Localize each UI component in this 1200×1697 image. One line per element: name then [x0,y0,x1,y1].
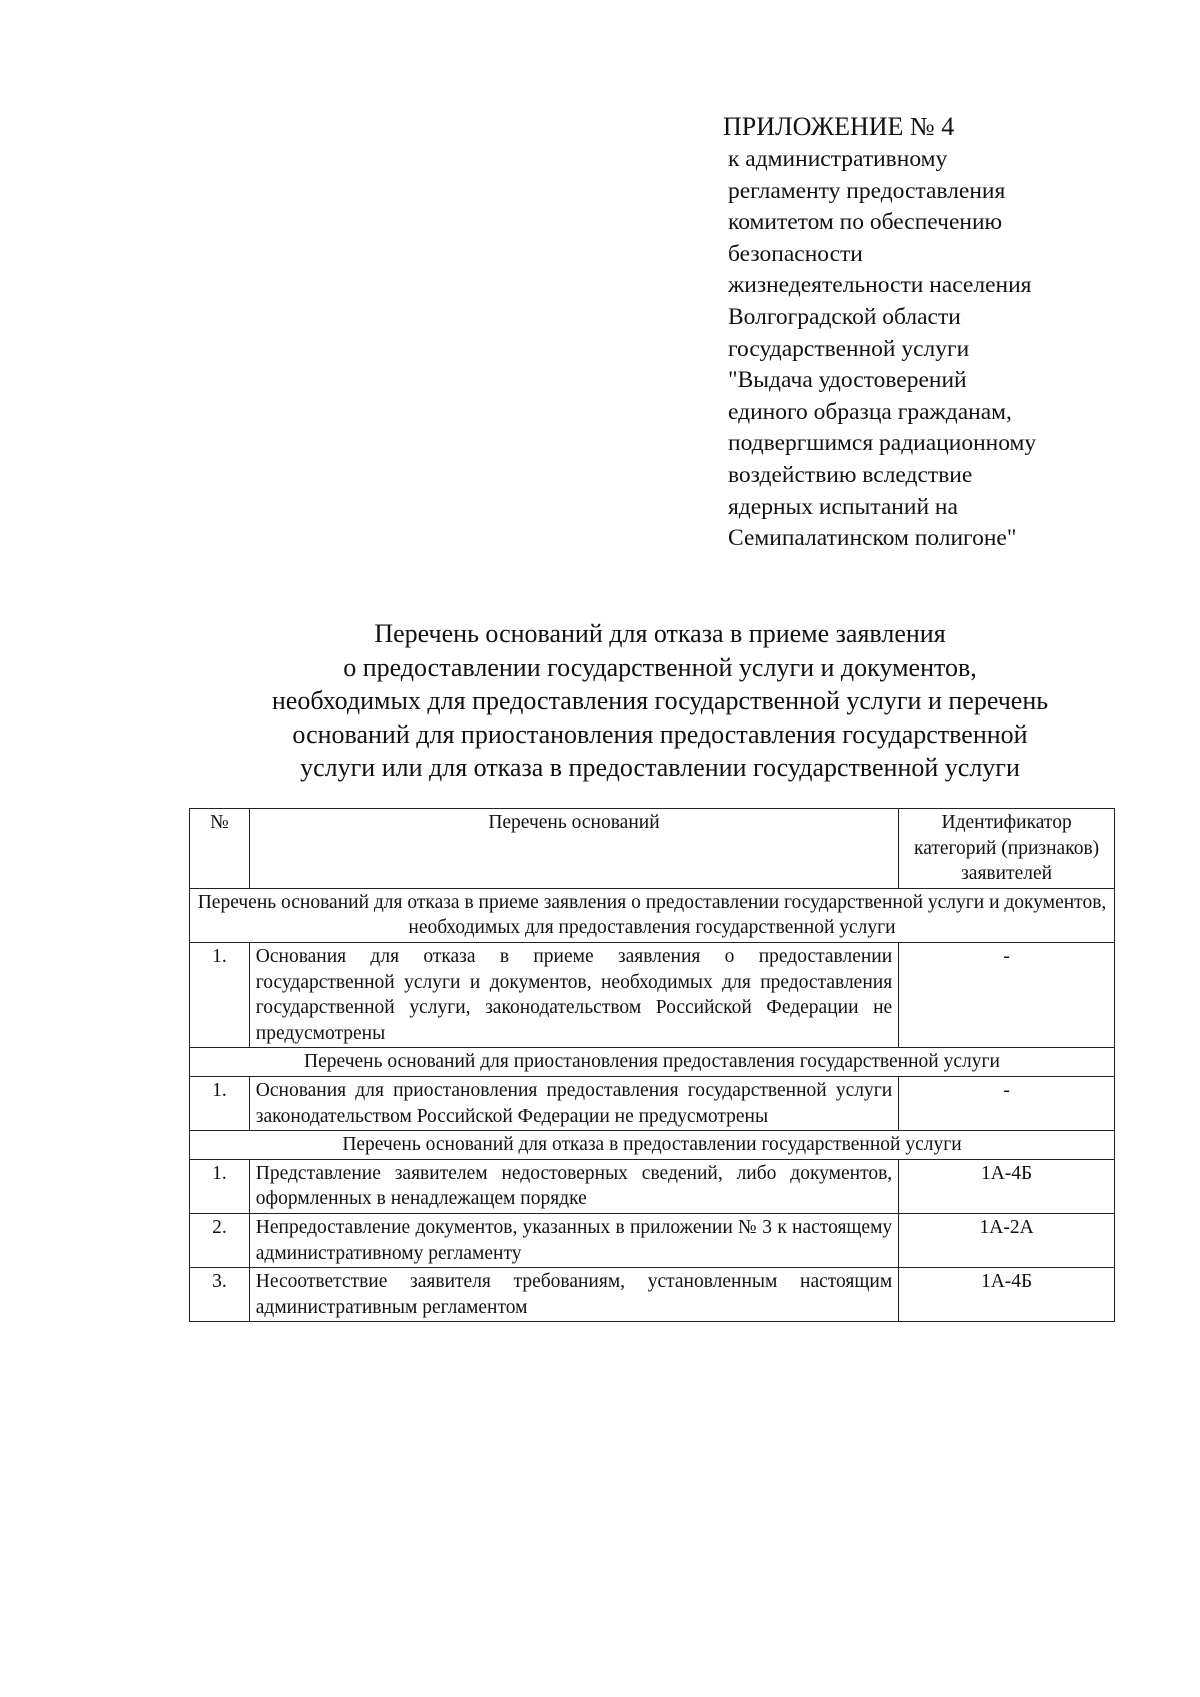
title-line: о предоставлении государственной услуги и документов, [343,652,977,682]
appendix-line: воздействию вследствие [728,461,973,488]
appendix-line: к административному [728,146,948,172]
row-text: Несоответствие заявителя требованиям, установленным настоящим административным регламентом [249,1268,898,1322]
title-line: Перечень оснований для отказа в приеме заявления [374,619,946,648]
row-number: 3. [190,1268,250,1322]
row-text: Основания для приостановления предоставления государственной услуги законодательством Российской Федерации не предусмотрены [249,1076,898,1130]
appendix-line: "Выдача удостоверений [728,367,967,394]
appendix-line: подвергшимся радиационному [728,430,1037,457]
table-row [190,942,1115,1047]
appendix-line: Волгоградской области [728,303,961,330]
row-identifier: - [899,942,1115,1047]
row-text: Основания для отказа в приеме заявления о предоставлении государственной услуги и документов, необходимых для предоставления государственной услуги, законодательством Российской Федерации не предусмотрены [249,942,898,1047]
section-row [190,1048,1115,1077]
grounds-table [189,808,1115,1322]
row-number: 1. [190,1076,250,1130]
table-row [190,1213,1115,1267]
row-number: 1. [190,942,250,1047]
appendix-line: государственной услуги [728,335,970,362]
section-title: Перечень оснований для приостановления предоставления государственной услуги [190,1048,1115,1077]
table-row [190,1159,1115,1213]
appendix-line: комитетом по обеспечению [728,209,1003,236]
row-identifier: 1А-2А [899,1213,1115,1267]
header-identifier: Идентификатор категорий (признаков) заявителей [899,809,1115,889]
appendix-line: регламенту предоставления [728,177,1006,204]
title-line: услуги или для отказа в предоставлении государственной услуги [300,753,1020,782]
row-identifier: 1А-4Б [899,1268,1115,1322]
row-text: Непредоставление документов, указанных в приложении № 3 к настоящему административному регламенту [249,1213,898,1267]
table-row [190,1076,1115,1130]
appendix-block [723,110,1168,555]
appendix-line: Семипалатинском полигоне" [728,525,1017,552]
document-title [190,617,1130,785]
appendix-line: безопасности [728,240,863,267]
section-row [190,888,1115,942]
section-title: Перечень оснований для отказа в предоставлении государственной услуги [190,1131,1115,1160]
title-line: оснований для приостановления предоставления государственной [292,719,1028,749]
table-row [190,1268,1115,1322]
header-grounds: Перечень оснований [249,809,898,889]
appendix-line: ядерных испытаний на [728,493,958,520]
row-identifier: - [899,1076,1115,1130]
section-title: Перечень оснований для отказа в приеме заявления о предоставлении государственной услуги и документов, необходимых для предоставления государственной услуги [190,888,1115,942]
row-text: Представление заявителем недостоверных сведений, либо документов, оформленных в ненадлежащем порядке [249,1159,898,1213]
header-num: № [190,809,250,889]
row-number: 2. [190,1213,250,1267]
appendix-line: жизнедеятельности населения [728,272,1032,299]
row-identifier: 1А-4Б [899,1159,1115,1213]
appendix-line: единого образца гражданам, [728,398,1012,425]
title-line: необходимых для предоставления государственной услуги и перечень [271,686,1049,715]
appendix-title: ПРИЛОЖЕНИЕ № 4 [723,112,955,141]
section-row [190,1131,1115,1160]
row-number: 1. [190,1159,250,1213]
header-row [190,809,1115,889]
